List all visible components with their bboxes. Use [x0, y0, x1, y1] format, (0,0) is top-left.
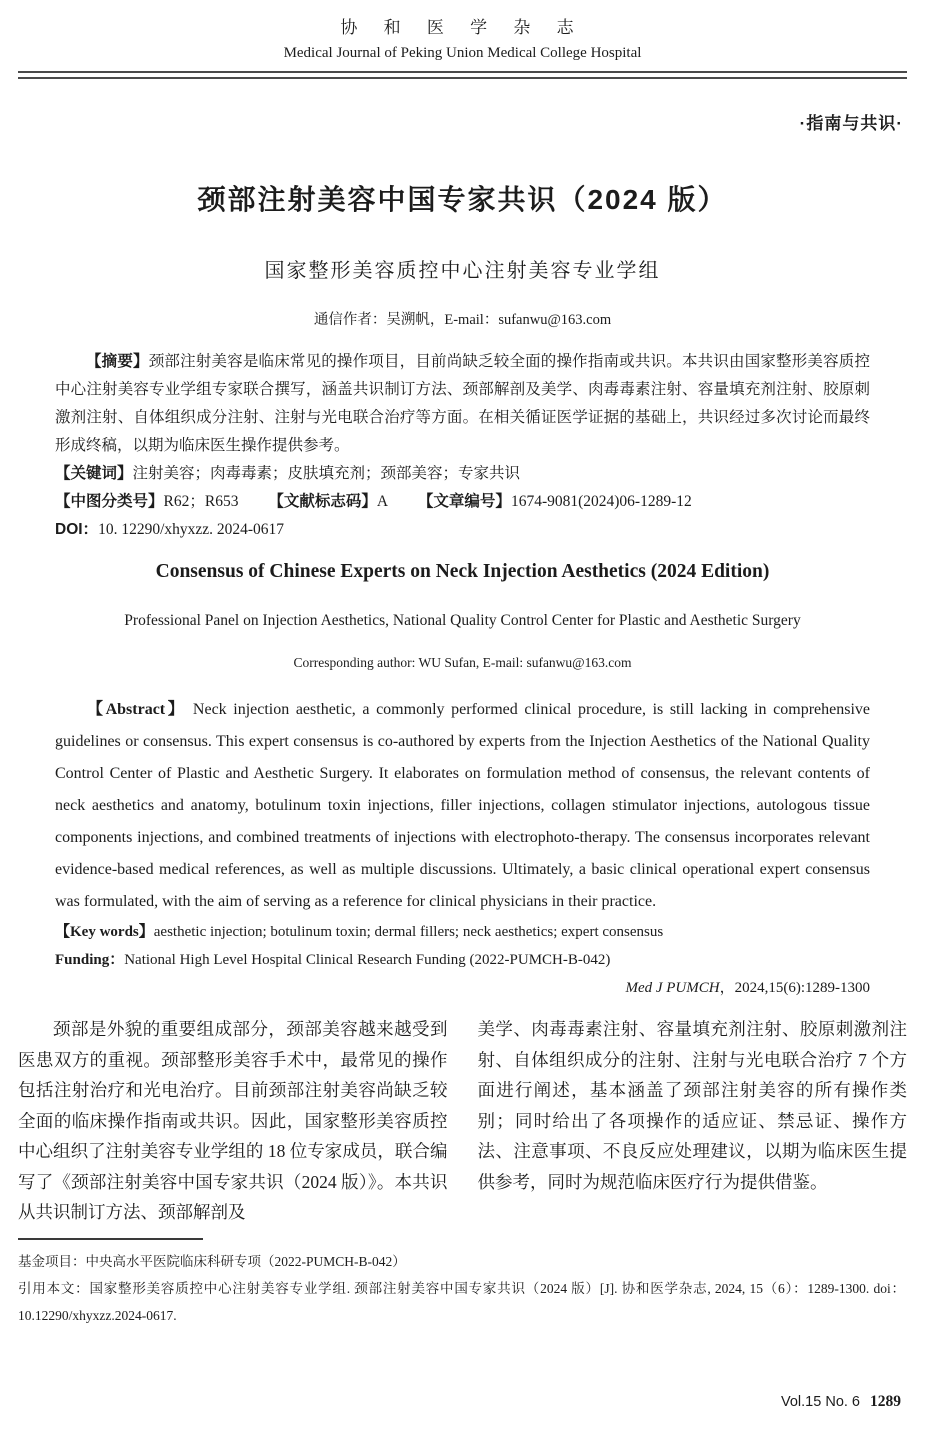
abstract-en-label: 【Abstract】 — [87, 701, 187, 718]
corresponding-author-cn: 通信作者：吴溯帆，E-mail：sufanwu@163.com — [313, 312, 612, 328]
clc-number: 【中图分类号】R62；R653 — [55, 493, 239, 510]
keywords-cn — [55, 460, 870, 488]
corresponding-author-en: Corresponding author: WU Sufan, E-mail: sufanwu@163.com — [293, 655, 632, 670]
footnote-citation-text: 国家整形美容质控中心注射美容专业学组. 颈部注射美容中国专家共识（2024 版）[J]. 协和医学杂志, 2024, 15（6）：1289-1300. doi：10.12290/xhyxzz.2024-0617. — [18, 1280, 905, 1323]
meta-line — [55, 488, 870, 516]
doi-line: DOI：10. 12290/xhyxzz. 2024-0617 — [55, 521, 285, 538]
journal-name-cn: 协 和 医 学 杂 志 — [340, 18, 585, 37]
body-columns — [18, 1014, 907, 1228]
article-id: 【文章编号】1674-9081(2024)06-1289-12 — [417, 493, 692, 510]
body-paragraph-right: 美学、肉毒毒素注射、容量填充剂注射、胶原刺激剂注射、自体组织成分的注射、注射与光电联合治疗 7 个方面进行阐述，基本涵盖了颈部注射美容的所有操作类别；同时给出了各项操作的适应证、禁忌证、操作方法、注意事项、不良反应处理建议，以期为临床医生提供参考，同时为规范临床医疗行为提供借鉴。 — [477, 1019, 907, 1192]
keywords-cn-text: 注射美容；肉毒毒素；皮肤填充剂；颈部美容；专家共识 — [132, 465, 521, 482]
article-authors-en: Professional Panel on Injection Aesthetics, National Quality Control Center for Plastic and Aesthetic Surgery — [124, 612, 801, 629]
footnote-funding-label: 基金项目： — [18, 1253, 86, 1269]
journal-name-en: Medical Journal of Peking Union Medical College Hospital — [283, 45, 642, 61]
footnote-citation-label: 引用本文： — [18, 1280, 90, 1296]
body-column-right — [478, 1014, 908, 1228]
page-footer — [781, 1393, 901, 1411]
citation-line — [55, 974, 870, 1002]
volume-info: Vol.15 No. 6 — [781, 1394, 860, 1410]
abstract-cn-label: 【摘要】 — [86, 353, 149, 370]
footnotes — [18, 1248, 905, 1329]
article-title-cn: 颈部注射美容中国专家共识（2024 版） — [197, 184, 728, 215]
document-code: 【文献标志码】A — [268, 493, 389, 510]
funding-en-text: National High Level Hospital Clinical Research Funding (2022-PUMCH-B-042) — [124, 952, 611, 968]
abstract-cn — [55, 348, 870, 460]
article-title-en: Consensus of Chinese Experts on Neck Injection Aesthetics (2024 Edition) — [155, 561, 770, 582]
keywords-cn-label: 【关键词】 — [55, 465, 133, 482]
abstract-block-cn — [55, 348, 870, 544]
keywords-en-text: aesthetic injection; botulinum toxin; dermal fillers; neck aesthetics; expert consensus — [153, 924, 664, 940]
abstract-en-text: Neck injection aesthetic, a commonly performed clinical procedure, is still lacking in comprehensive guidelines or consensus. This expert consensus is co-authored by experts from the Injection Aesthetics of the National Quality Control Center of Plastic and Aesthetic Surgery. It elaborates on formulation method of consensus, the relevant contents of neck aesthetics and anatomy, botulinum toxin injections, filler injections, collagen stimulator injections, autologous tissue components injections, and combined treatments of injections with electrophoto-therapy. The consensus incorporates relevant evidence-based medical references, as well as multiple discussions. Ultimately, a basic clinical operational expert consensus was formulated, with the aim of serving as a reference for clinical physicians in their practice. — [55, 701, 870, 910]
body-paragraph-left: 颈部是外貌的重要组成部分，颈部美容越来越受到医患双方的重视。颈部整形美容手术中，最常见的操作包括注射治疗和光电治疗。目前颈部注射美容尚缺乏较全面的临床操作指南或共识。因此，国家整形美容质控中心组织了注射美容专业学组的 18 位专家成员，联合编写了《颈部注射美容中国专家共识（2024 版）》。本共识从共识制订方法、颈部解剖及 — [18, 1019, 448, 1222]
funding-en — [55, 946, 870, 974]
citation-journal: Med J PUMCH — [625, 980, 720, 996]
abstract-block-en — [55, 694, 870, 1002]
body-column-left — [18, 1014, 448, 1228]
footnote-funding — [18, 1248, 905, 1275]
abstract-cn-text: 颈部注射美容是临床常见的操作项目，目前尚缺乏较全面的操作指南或共识。本共识由国家整形美容质控中心注射美容专业学组专家联合撰写，涵盖共识制订方法、颈部解剖及美学、肉毒毒素注射、容量填充剂注射、胶原刺激剂注射、自体组织成分注射、注射与光电联合治疗等方面。在相关循证医学证据的基础上，共识经过多次讨论而最终形成终稿，以期为临床医生操作提供参考。 — [55, 353, 870, 454]
funding-en-label: Funding： — [55, 952, 125, 968]
section-tag: ·指南与共识· — [799, 114, 903, 133]
abstract-en — [55, 694, 870, 918]
keywords-en — [55, 918, 870, 946]
keywords-en-label: 【Key words】 — [55, 924, 154, 940]
footnote-divider — [18, 1238, 203, 1240]
citation-rest: ，2024,15(6):1289-1300 — [719, 980, 870, 996]
header-double-rule — [18, 71, 907, 79]
footnote-funding-text: 中央高水平医院临床科研专项（2022-PUMCH-B-042） — [85, 1253, 406, 1269]
page-number: 1289 — [870, 1393, 901, 1410]
footnote-citation — [18, 1275, 905, 1329]
article-authors-cn: 国家整形美容质控中心注射美容专业学组 — [264, 260, 661, 282]
